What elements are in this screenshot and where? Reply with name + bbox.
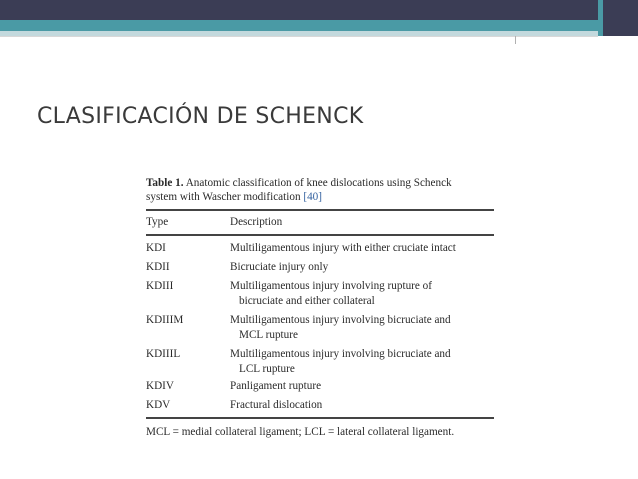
table-caption-line-1: [146, 176, 452, 191]
table-row-type: KDI: [146, 242, 166, 254]
table-row-description: [230, 398, 322, 413]
header-bar-dark: [0, 0, 598, 20]
header-bar-teal: [0, 20, 598, 31]
table-caption-text-1: Anatomic classification of knee dislocations using Schenck: [183, 177, 452, 189]
description-line: Bicruciate injury only: [230, 261, 329, 273]
description-line: Multiligamentous injury involving bicruciate and: [230, 348, 451, 360]
header-divider: [0, 36, 598, 37]
table-caption-reference-link[interactable]: [40]: [303, 191, 322, 203]
table-row-description: [230, 279, 432, 309]
slide-title: CLASIFICACIÓN DE SCHENCK: [37, 104, 364, 129]
table-row-type: KDIIIM: [146, 314, 184, 326]
description-continuation: LCL rupture: [239, 363, 295, 375]
table-row-description: [230, 379, 321, 394]
table-caption-text-2: system with Wascher modification: [146, 191, 304, 203]
table-row-description: [230, 241, 456, 256]
description-line: Multiligamentous injury involving rupture of: [230, 280, 432, 292]
table-caption-line-2: [146, 190, 322, 205]
table-row-type: KDV: [146, 399, 171, 411]
table-row-type: KDIIIL: [146, 348, 181, 360]
table-row-description: [230, 347, 451, 377]
table-footnote: MCL = medial collateral ligament; LCL = lateral collateral ligament.: [146, 426, 455, 438]
table-row-description: [230, 313, 451, 343]
description-line: Multiligamentous injury with either cruciate intact: [230, 242, 456, 254]
table-caption-label: Table 1.: [146, 177, 184, 189]
table-top-rule: [146, 209, 494, 211]
description-line: Fractural dislocation: [230, 399, 323, 411]
description-line: Panligament rupture: [230, 380, 322, 392]
table-row-type: KDIII: [146, 280, 174, 292]
table-row-type: KDIV: [146, 380, 174, 392]
table-row-type: KDII: [146, 261, 170, 273]
table-row-description: [230, 260, 328, 275]
header-corner-block: [598, 0, 638, 36]
description-continuation: MCL rupture: [239, 329, 298, 341]
description-line: Multiligamentous injury involving bicruciate and: [230, 314, 451, 326]
column-header-description: Description: [230, 216, 283, 228]
table-header-rule: [146, 234, 494, 236]
header-corner-accent: [598, 0, 603, 36]
header-tick-mark: [515, 36, 516, 44]
description-continuation: bicruciate and either collateral: [239, 295, 375, 307]
column-header-type: Type: [146, 216, 169, 228]
table-bottom-rule: [146, 417, 494, 419]
